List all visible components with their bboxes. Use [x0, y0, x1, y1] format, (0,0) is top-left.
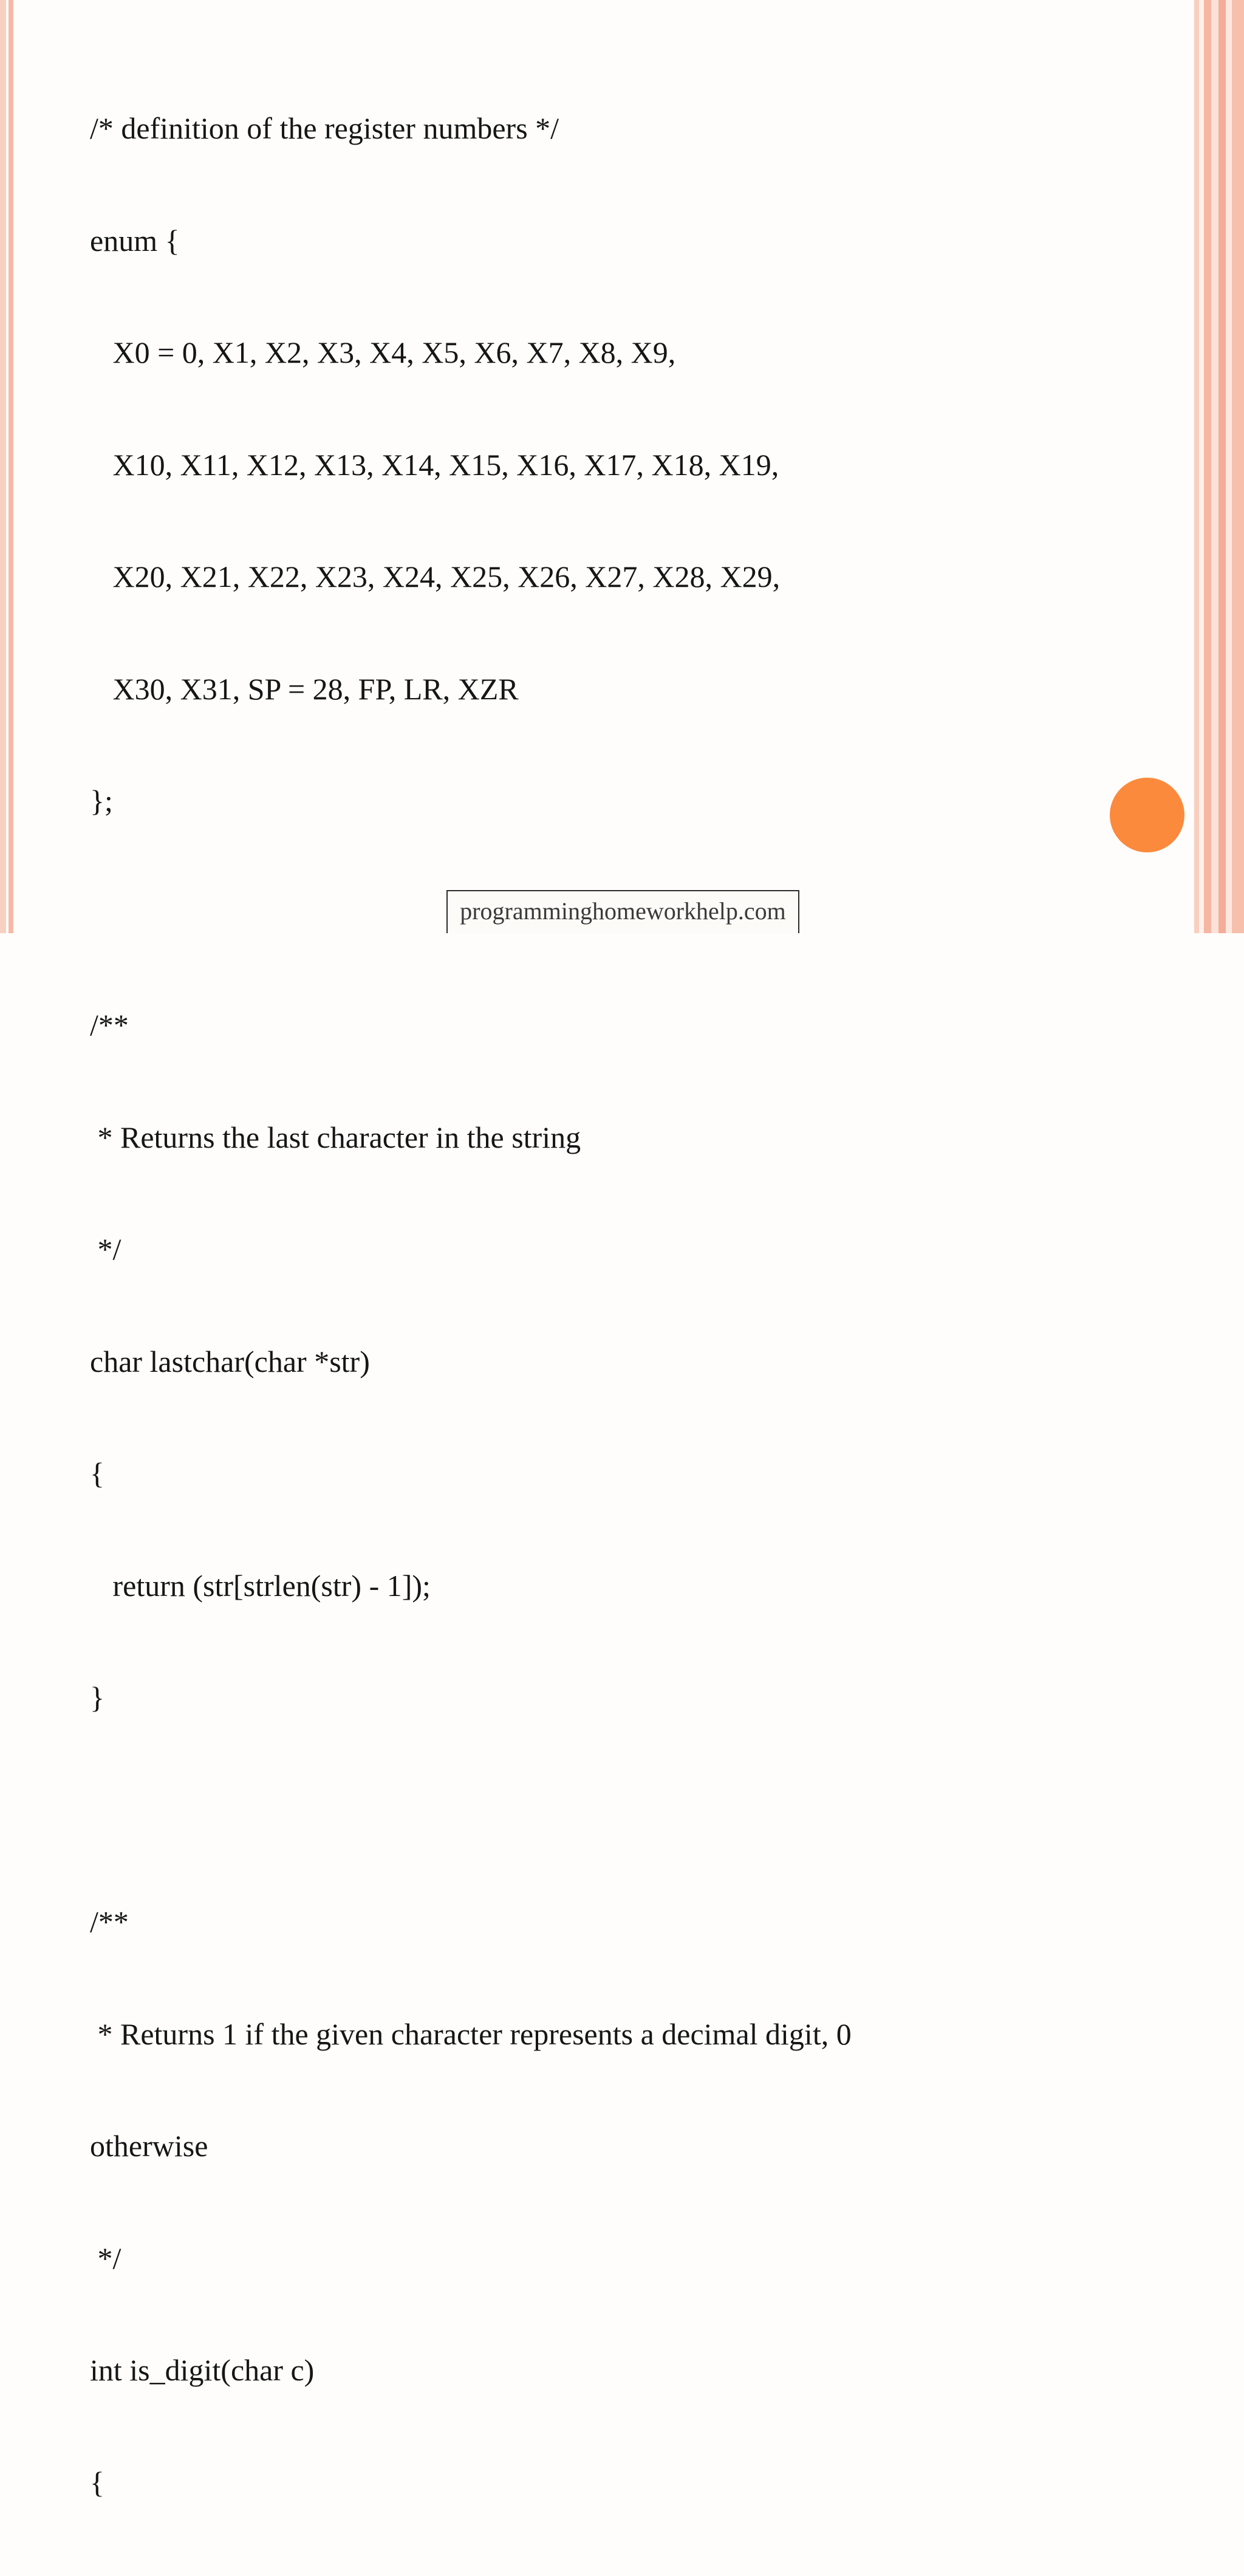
code-line: int is_digit(char c) — [90, 2353, 315, 2387]
code-line: otherwise — [90, 2129, 208, 2163]
left-border-decoration — [0, 0, 13, 933]
code-line: */ — [90, 1232, 121, 1266]
code-line: * Returns 1 if the given character represents a decimal digit, 0 — [90, 2016, 852, 2051]
code-line: } — [90, 1680, 104, 1714]
code-line — [90, 1792, 852, 1829]
code-line: /* definition of the register numbers */ — [90, 111, 559, 145]
code-line: X20, X21, X22, X23, X24, X25, X26, X27, X28, X29, — [90, 560, 781, 594]
code-line: char lastchar(char *str) — [90, 1344, 370, 1379]
code-line: { — [90, 2465, 104, 2499]
code-line: /** — [90, 1008, 129, 1042]
code-line: return (str[strlen(str) - 1]); — [90, 1568, 431, 1603]
code-line: }; — [90, 784, 113, 818]
code-line: */ — [90, 2241, 121, 2275]
code-line: X0 = 0, X1, X2, X3, X4, X5, X6, X7, X8, X9, — [90, 335, 676, 369]
footer-website-link[interactable]: programminghomeworkhelp.com — [446, 890, 799, 933]
code-line: * Returns the last character in the string — [90, 1120, 581, 1154]
code-line: { — [90, 1456, 104, 1490]
code-line: enum { — [90, 223, 180, 258]
right-border-decoration — [1194, 0, 1244, 933]
code-block — [90, 35, 852, 2576]
code-line: /** — [90, 1905, 129, 1939]
orange-circle-decoration — [1110, 778, 1184, 852]
code-line: X10, X11, X12, X13, X14, X15, X16, X17, X18, X19, — [90, 447, 779, 482]
code-line: X30, X31, SP = 28, FP, LR, XZR — [90, 671, 519, 706]
